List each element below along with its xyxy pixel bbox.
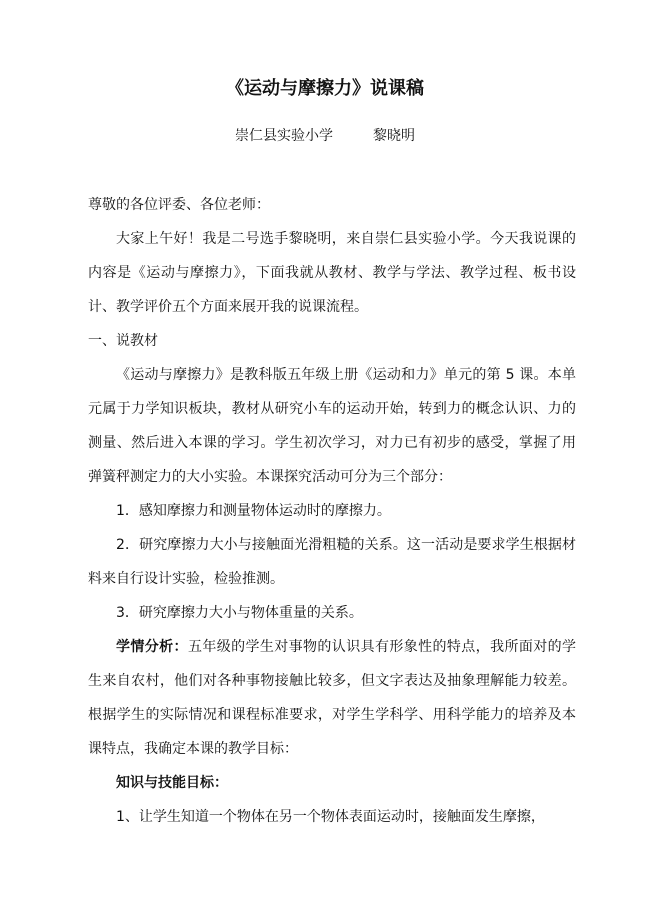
goal-item-1: 1、让学生知道一个物体在另一个物体表面运动时，接触面发生摩擦， xyxy=(116,809,545,825)
intro-paragraph: 大家上午好！我是二号选手黎晓明，来自崇仁县实验小学。今天我说课的内容是《运动与摩擦力》，下面我就从教材、教学与学法、教学过程、板书设计、教学评价五个方面来展开我的说课流程。 xyxy=(88,231,576,315)
student-analysis-paragraph xyxy=(88,630,576,766)
document-body xyxy=(88,188,576,834)
section-heading-textbook: 一、说教材 xyxy=(88,333,158,349)
author-name: 黎晓明 xyxy=(373,128,415,144)
student-analysis-label: 学情分析： xyxy=(116,639,188,655)
school-name: 崇仁县实验小学 xyxy=(235,128,333,144)
byline xyxy=(0,125,650,147)
goals-heading: 知识与技能目标： xyxy=(116,775,228,791)
greeting: 尊敬的各位评委、各位老师： xyxy=(88,197,270,213)
student-analysis-text: 五年级的学生对事物的认识具有形象性的特点，我所面对的学生来自农村，他们对各种事物接触比较多，但文字表达及抽象理解能力较差。根据学生的实际情况和课程标准要求，对学生学科学、用科学能力的培养及本课特点，我确定本课的教学目标： xyxy=(88,639,577,757)
document-title: 《运动与摩擦力》说课稿 xyxy=(226,78,424,99)
activity-item-2: 2．研究摩擦力大小与接触面光滑粗糙的关系。这一活动是要求学生根据材料来自行设计实验，检验推测。 xyxy=(88,537,576,587)
textbook-paragraph: 《运动与摩擦力》是教科版五年级上册《运动和力》单元的第 5 课。本单元属于力学知识板块，教材从研究小车的运动开始，转到力的概念认识、力的测量、然后进入本课的学习。学生初次学习，对力已有初步的感受，掌握了用弹簧秤测定力的大小实验。本课探究活动可分为三个部分： xyxy=(88,367,576,485)
activity-item-3: 3．研究摩擦力大小与物体重量的关系。 xyxy=(116,605,363,621)
activity-item-1: 1．感知摩擦力和测量物体运动时的摩擦力。 xyxy=(116,503,391,519)
